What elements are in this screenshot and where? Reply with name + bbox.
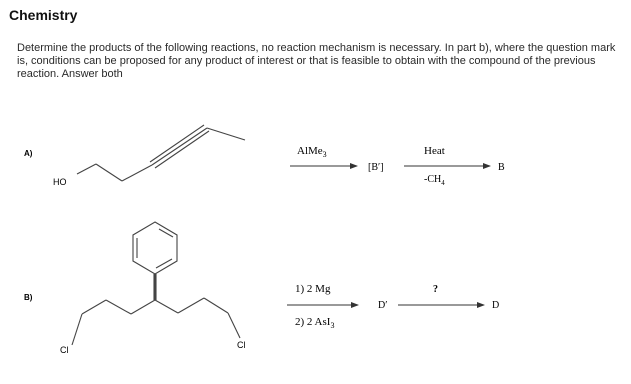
reagent-arsenic-triiodide: 2) 2 AsI$_3$ (295, 316, 335, 330)
reactant-b-structure (72, 222, 240, 345)
question-text: Determine the products of the following reactions, no reaction mechanism is necessary. In part b), where the question mark is, conditions can be proposed for any product of interest or that is feasible to obtain with the compound of the previous reaction. Answer both (17, 42, 616, 80)
reagent-magnesium: 1) 2 Mg (295, 283, 331, 295)
product-b: B (498, 162, 505, 173)
chloro-right-label: Cl (237, 340, 246, 350)
hydroxyl-label: HO (53, 177, 67, 187)
reagent-heat: Heat (424, 145, 445, 157)
page-title: Chemistry (9, 7, 78, 23)
intermediate-b-prime: [B′] (368, 162, 384, 173)
reagent-minus-methane: $-CH_4$ (424, 174, 445, 187)
reaction-a-label: A) (24, 149, 33, 158)
reaction-b-label: B) (24, 293, 33, 302)
reagent-unknown-question: ? (433, 284, 438, 295)
reagent-almethyl: AlMe$_3$ (297, 145, 327, 159)
intermediate-d-prime: D′ (378, 300, 388, 311)
product-d: D (492, 300, 500, 311)
reactant-a-structure (77, 125, 245, 181)
chloro-left-label: Cl (60, 345, 69, 355)
